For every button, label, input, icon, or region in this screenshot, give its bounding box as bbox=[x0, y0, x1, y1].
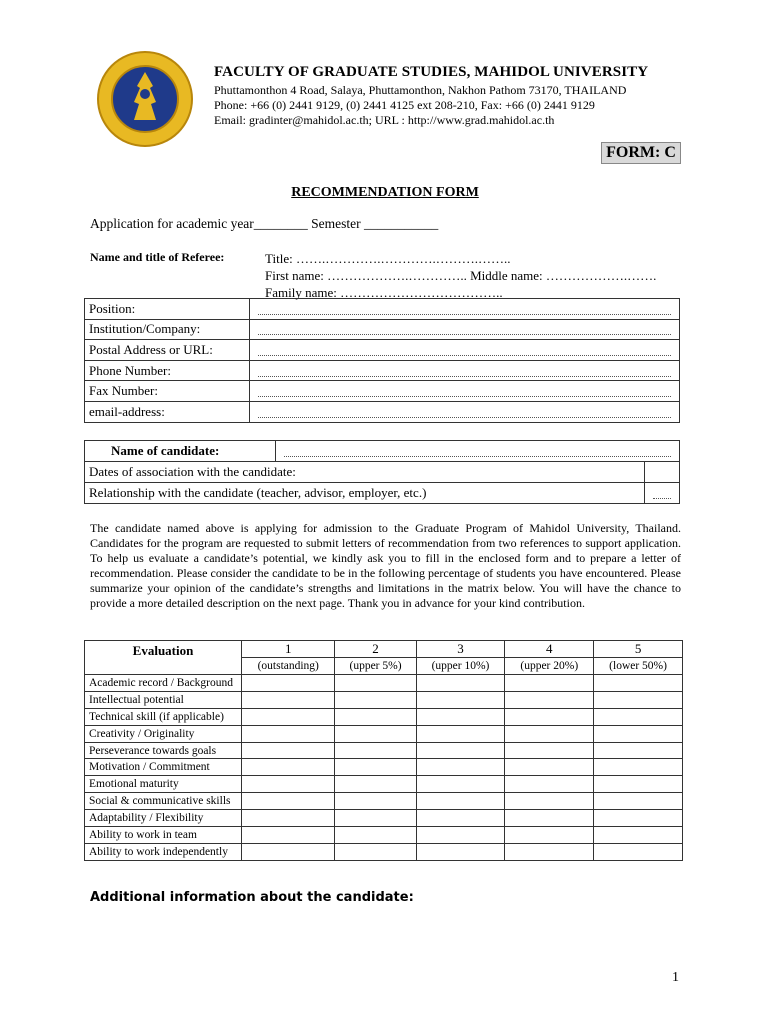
scale-description: (upper 10%) bbox=[416, 658, 505, 675]
rating-cell[interactable] bbox=[335, 793, 416, 810]
criterion-label: Ability to work in team bbox=[85, 827, 242, 844]
fax-number-field[interactable] bbox=[250, 381, 680, 402]
rating-cell[interactable] bbox=[416, 827, 505, 844]
rating-cell[interactable] bbox=[505, 793, 594, 810]
scale-number: 4 bbox=[505, 641, 594, 658]
rating-cell[interactable] bbox=[416, 793, 505, 810]
postal-address-label: Postal Address or URL: bbox=[85, 340, 250, 361]
rating-cell[interactable] bbox=[416, 776, 505, 793]
evaluation-row bbox=[85, 793, 683, 810]
evaluation-row bbox=[85, 810, 683, 827]
rating-cell[interactable] bbox=[242, 759, 335, 776]
rating-cell[interactable] bbox=[505, 843, 594, 860]
contact-row bbox=[85, 340, 680, 361]
rating-cell[interactable] bbox=[594, 759, 683, 776]
rating-cell[interactable] bbox=[594, 810, 683, 827]
evaluation-header: Evaluation bbox=[85, 641, 242, 675]
additional-info-heading: Additional information about the candidate: bbox=[90, 890, 414, 905]
criterion-label: Motivation / Commitment bbox=[85, 759, 242, 776]
scale-number: 5 bbox=[594, 641, 683, 658]
rating-cell[interactable] bbox=[594, 827, 683, 844]
evaluation-row bbox=[85, 725, 683, 742]
candidate-table bbox=[84, 440, 680, 504]
rating-cell[interactable] bbox=[594, 708, 683, 725]
email-address-label: email-address: bbox=[85, 401, 250, 422]
form-code-badge: FORM: C bbox=[601, 142, 681, 164]
form-title: RECOMMENDATION FORM bbox=[291, 185, 479, 200]
rating-cell[interactable] bbox=[505, 708, 594, 725]
rating-cell[interactable] bbox=[505, 827, 594, 844]
candidate-name-label: Name of candidate: bbox=[85, 441, 276, 462]
rating-cell[interactable] bbox=[505, 776, 594, 793]
rating-cell[interactable] bbox=[594, 793, 683, 810]
evaluation-matrix bbox=[84, 640, 683, 861]
association-dates-label: Dates of association with the candidate: bbox=[85, 462, 645, 483]
institution-label: Institution/Company: bbox=[85, 319, 250, 340]
rating-cell[interactable] bbox=[335, 742, 416, 759]
faculty-email: Email: gradinter@mahidol.ac.th; URL : http://www.grad.mahidol.ac.th bbox=[214, 113, 555, 127]
institution-field[interactable] bbox=[250, 319, 680, 340]
referee-name-label: Name and title of Referee: bbox=[90, 250, 225, 264]
position-label: Position: bbox=[85, 299, 250, 320]
relationship-label: Relationship with the candidate (teacher, advisor, employer, etc.) bbox=[85, 483, 645, 504]
criterion-label: Ability to work independently bbox=[85, 843, 242, 860]
scale-description: (upper 20%) bbox=[505, 658, 594, 675]
contact-row bbox=[85, 381, 680, 402]
association-dates-field[interactable] bbox=[645, 462, 680, 483]
rating-cell[interactable] bbox=[594, 776, 683, 793]
rating-cell[interactable] bbox=[416, 742, 505, 759]
criterion-label: Social & communicative skills bbox=[85, 793, 242, 810]
rating-cell[interactable] bbox=[242, 675, 335, 692]
rating-cell[interactable] bbox=[594, 725, 683, 742]
rating-cell[interactable] bbox=[242, 827, 335, 844]
rating-cell[interactable] bbox=[335, 691, 416, 708]
page-number: 1 bbox=[672, 970, 679, 985]
scale-description: (upper 5%) bbox=[335, 658, 416, 675]
rating-cell[interactable] bbox=[416, 759, 505, 776]
association-dates-row bbox=[85, 462, 680, 483]
criterion-label: Perseverance towards goals bbox=[85, 742, 242, 759]
evaluation-row bbox=[85, 827, 683, 844]
rating-cell[interactable] bbox=[335, 708, 416, 725]
contact-row bbox=[85, 401, 680, 422]
rating-cell[interactable] bbox=[594, 843, 683, 860]
rating-cell[interactable] bbox=[505, 725, 594, 742]
evaluation-row bbox=[85, 675, 683, 692]
evaluation-row bbox=[85, 691, 683, 708]
rating-cell[interactable] bbox=[505, 759, 594, 776]
rating-cell[interactable] bbox=[594, 675, 683, 692]
rating-cell[interactable] bbox=[335, 843, 416, 860]
relationship-row bbox=[85, 483, 680, 504]
scale-description: (outstanding) bbox=[242, 658, 335, 675]
rating-cell[interactable] bbox=[242, 742, 335, 759]
rating-cell[interactable] bbox=[594, 691, 683, 708]
referee-contact-table bbox=[84, 298, 680, 423]
rating-cell[interactable] bbox=[335, 776, 416, 793]
evaluation-header-row bbox=[85, 641, 683, 658]
rating-cell[interactable] bbox=[416, 843, 505, 860]
rating-cell[interactable] bbox=[594, 742, 683, 759]
rating-cell[interactable] bbox=[416, 810, 505, 827]
candidate-name-row bbox=[85, 441, 680, 462]
evaluation-row bbox=[85, 708, 683, 725]
rating-cell[interactable] bbox=[242, 725, 335, 742]
rating-cell[interactable] bbox=[242, 708, 335, 725]
criterion-label: Creativity / Originality bbox=[85, 725, 242, 742]
scale-number: 3 bbox=[416, 641, 505, 658]
contact-row bbox=[85, 299, 680, 320]
rating-cell[interactable] bbox=[505, 675, 594, 692]
evaluation-row bbox=[85, 759, 683, 776]
rating-cell[interactable] bbox=[505, 810, 594, 827]
candidate-name-field[interactable] bbox=[276, 441, 680, 462]
evaluation-row bbox=[85, 776, 683, 793]
criterion-label: Emotional maturity bbox=[85, 776, 242, 793]
phone-number-field[interactable] bbox=[250, 360, 680, 381]
rating-cell[interactable] bbox=[242, 793, 335, 810]
rating-cell[interactable] bbox=[505, 691, 594, 708]
email-address-field[interactable] bbox=[250, 401, 680, 422]
rating-cell[interactable] bbox=[416, 708, 505, 725]
rating-cell[interactable] bbox=[242, 691, 335, 708]
position-field[interactable] bbox=[250, 299, 680, 320]
rating-cell[interactable] bbox=[505, 742, 594, 759]
referee-family-name-line: Family name: ……………………………….. bbox=[265, 285, 503, 300]
criterion-label: Academic record / Background bbox=[85, 675, 242, 692]
evaluation-row bbox=[85, 742, 683, 759]
phone-number-label: Phone Number: bbox=[85, 360, 250, 381]
referee-first-name-line: First name: ……………….………….. Middle name: ……………….……. bbox=[265, 268, 657, 283]
scale-description: (lower 50%) bbox=[594, 658, 683, 675]
criterion-label: Adaptability / Flexibility bbox=[85, 810, 242, 827]
rating-cell[interactable] bbox=[416, 691, 505, 708]
faculty-address: Phuttamonthon 4 Road, Salaya, Phuttamonthon, Nakhon Pathom 73170, THAILAND bbox=[214, 83, 627, 97]
relationship-field[interactable] bbox=[645, 483, 680, 504]
scale-number: 1 bbox=[242, 641, 335, 658]
faculty-title: FACULTY OF GRADUATE STUDIES, MAHIDOL UNIVERSITY bbox=[214, 64, 649, 80]
contact-row bbox=[85, 319, 680, 340]
fax-number-label: Fax Number: bbox=[85, 381, 250, 402]
application-year-line: Application for academic year________ Semester ___________ bbox=[90, 216, 439, 231]
rating-cell[interactable] bbox=[242, 776, 335, 793]
rating-cell[interactable] bbox=[242, 843, 335, 860]
criterion-label: Intellectual potential bbox=[85, 691, 242, 708]
rating-cell[interactable] bbox=[416, 725, 505, 742]
instructions-paragraph: The candidate named above is applying for admission to the Graduate Program of Mahidol University, Thailand. Candidates for the program are requested to submit letters of recommendation from two references to support application. To help us evaluate a candidate’s potential, we kindly ask you to fill in the enclosed form and to prepare a letter of recommendation. Please consider the candidate to be in the following percentage of students you have encountered. Please summarize your opinion of the candidate’s strengths and limitations in the matrix below. You will have the chance to provide a more detailed description on the next page. Thank you in advance for your kind contribution. bbox=[90, 521, 681, 611]
scale-number: 2 bbox=[335, 641, 416, 658]
rating-cell[interactable] bbox=[335, 810, 416, 827]
referee-title-line: Title: …….………….………….……….…….. bbox=[265, 251, 511, 266]
postal-address-field[interactable] bbox=[250, 340, 680, 361]
rating-cell[interactable] bbox=[416, 675, 505, 692]
contact-row bbox=[85, 360, 680, 381]
rating-cell[interactable] bbox=[242, 810, 335, 827]
criterion-label: Technical skill (if applicable) bbox=[85, 708, 242, 725]
rating-cell[interactable] bbox=[335, 675, 416, 692]
rating-cell[interactable] bbox=[335, 827, 416, 844]
evaluation-row bbox=[85, 843, 683, 860]
rating-cell[interactable] bbox=[335, 725, 416, 742]
referee-name-fields bbox=[265, 250, 656, 301]
rating-cell[interactable] bbox=[335, 759, 416, 776]
university-seal-logo bbox=[96, 50, 194, 148]
faculty-phone: Phone: +66 (0) 2441 9129, (0) 2441 4125 ext 208-210, Fax: +66 (0) 2441 9129 bbox=[214, 98, 595, 112]
